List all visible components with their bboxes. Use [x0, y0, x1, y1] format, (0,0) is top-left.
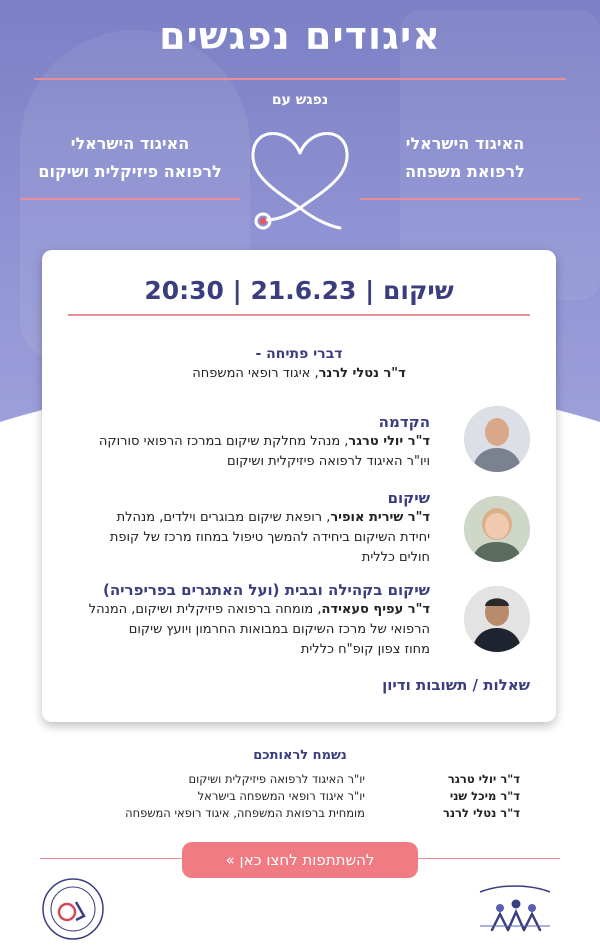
segment-line: יחידת השיקום ביחידה להמשך טיפול במחוז מרכז של קופת	[109, 530, 430, 545]
session-card	[42, 250, 556, 722]
rehab-association	[10, 130, 250, 186]
assoc-right-line1: האיגוד הישראלי	[405, 134, 525, 153]
register-button[interactable]: להשתתפות לחצו כאן »	[182, 842, 418, 878]
avatar	[464, 406, 530, 472]
family-medicine-logo	[470, 884, 560, 936]
host-role: יו"ר איגוד רופאי המשפחה בישראל	[197, 789, 365, 803]
divider	[20, 198, 240, 200]
family-medicine-association	[365, 130, 565, 186]
person-photo-icon	[464, 496, 530, 562]
rehab-association-logo	[40, 876, 106, 942]
speaker-role: , איגוד רופאי המשפחה	[192, 366, 319, 381]
speaker-name: ד"ר יולי טרגר	[348, 434, 430, 449]
segment-intro	[74, 412, 430, 472]
host-name: ד"ר מיכל שני	[449, 789, 520, 803]
segment-community	[74, 580, 430, 660]
host-row	[100, 789, 520, 807]
speaker-name: ד"ר שירית אופיר	[330, 510, 430, 525]
hosts-heading: נשמח לראותכם	[253, 748, 347, 763]
segment-line: ויו"ר האיגוד לרפואה פיזיקלית ושיקום	[226, 454, 430, 469]
divider	[360, 198, 580, 200]
meet-with-label: נפגש עם	[271, 92, 329, 108]
assoc-right-line2: לרפואת משפחה	[405, 162, 525, 181]
segment-heading: הקדמה	[378, 413, 430, 431]
opening-speaker	[42, 366, 556, 381]
heart-stethoscope-icon	[245, 108, 355, 238]
host-role: מומחית ברפואת המשפחה, איגוד רופאי המשפחה	[125, 806, 365, 820]
avatar	[464, 586, 530, 652]
host-name: ד"ר נטלי לרנר	[442, 806, 520, 820]
speaker-role: , רופאת שיקום מבוגרים וילדים, מנהלת	[116, 510, 331, 525]
segment-heading: שיקום בקהילה ובבית (ועל האתגרים בפריפריה)	[102, 581, 430, 599]
avatar	[464, 496, 530, 562]
divider	[68, 314, 530, 316]
speaker-name: ד"ר עפיף סעאידה	[321, 602, 430, 617]
speaker-role: , מנהל מחלקת שיקום במרכז הרפואי סורוקה	[98, 434, 349, 449]
host-row	[100, 806, 520, 824]
segment-rehab	[74, 488, 430, 568]
divider	[34, 78, 566, 80]
segment-line	[74, 432, 430, 452]
segment-line: חולים כללית	[361, 550, 430, 565]
host-row	[100, 772, 520, 790]
speaker-role: , מומחה ברפואה פיזיקלית ושיקום, המנהל	[88, 602, 322, 617]
segment-line: מחוז צפון קופ"ח כללית	[300, 642, 430, 657]
host-role: יו"ר האיגוד לרפואה פיזיקלית ושיקום	[188, 772, 365, 786]
qa-label: שאלות / תשובות ודיון	[382, 676, 530, 694]
person-photo-icon	[464, 586, 530, 652]
host-name: ד"ר יולי טרגר	[447, 772, 520, 786]
speaker-name: ד"ר נטלי לרנר	[318, 366, 406, 381]
person-photo-icon	[464, 406, 530, 472]
segment-line	[74, 600, 430, 620]
session-title: שיקום | 21.6.23 | 20:30	[144, 276, 454, 305]
assoc-left-line2: לרפואה פיזיקלית ושיקום	[38, 162, 222, 181]
page-title: איגודים נפגשים	[159, 14, 441, 58]
opening-heading: דברי פתיחה -	[255, 346, 343, 362]
segment-line	[74, 508, 430, 528]
segment-heading: שיקום	[387, 489, 430, 507]
segment-line: הרפואי של מרכז השיקום במבואות החרמון ויועץ שיקום	[128, 622, 430, 637]
assoc-left-line1: האיגוד הישראלי	[70, 134, 190, 153]
